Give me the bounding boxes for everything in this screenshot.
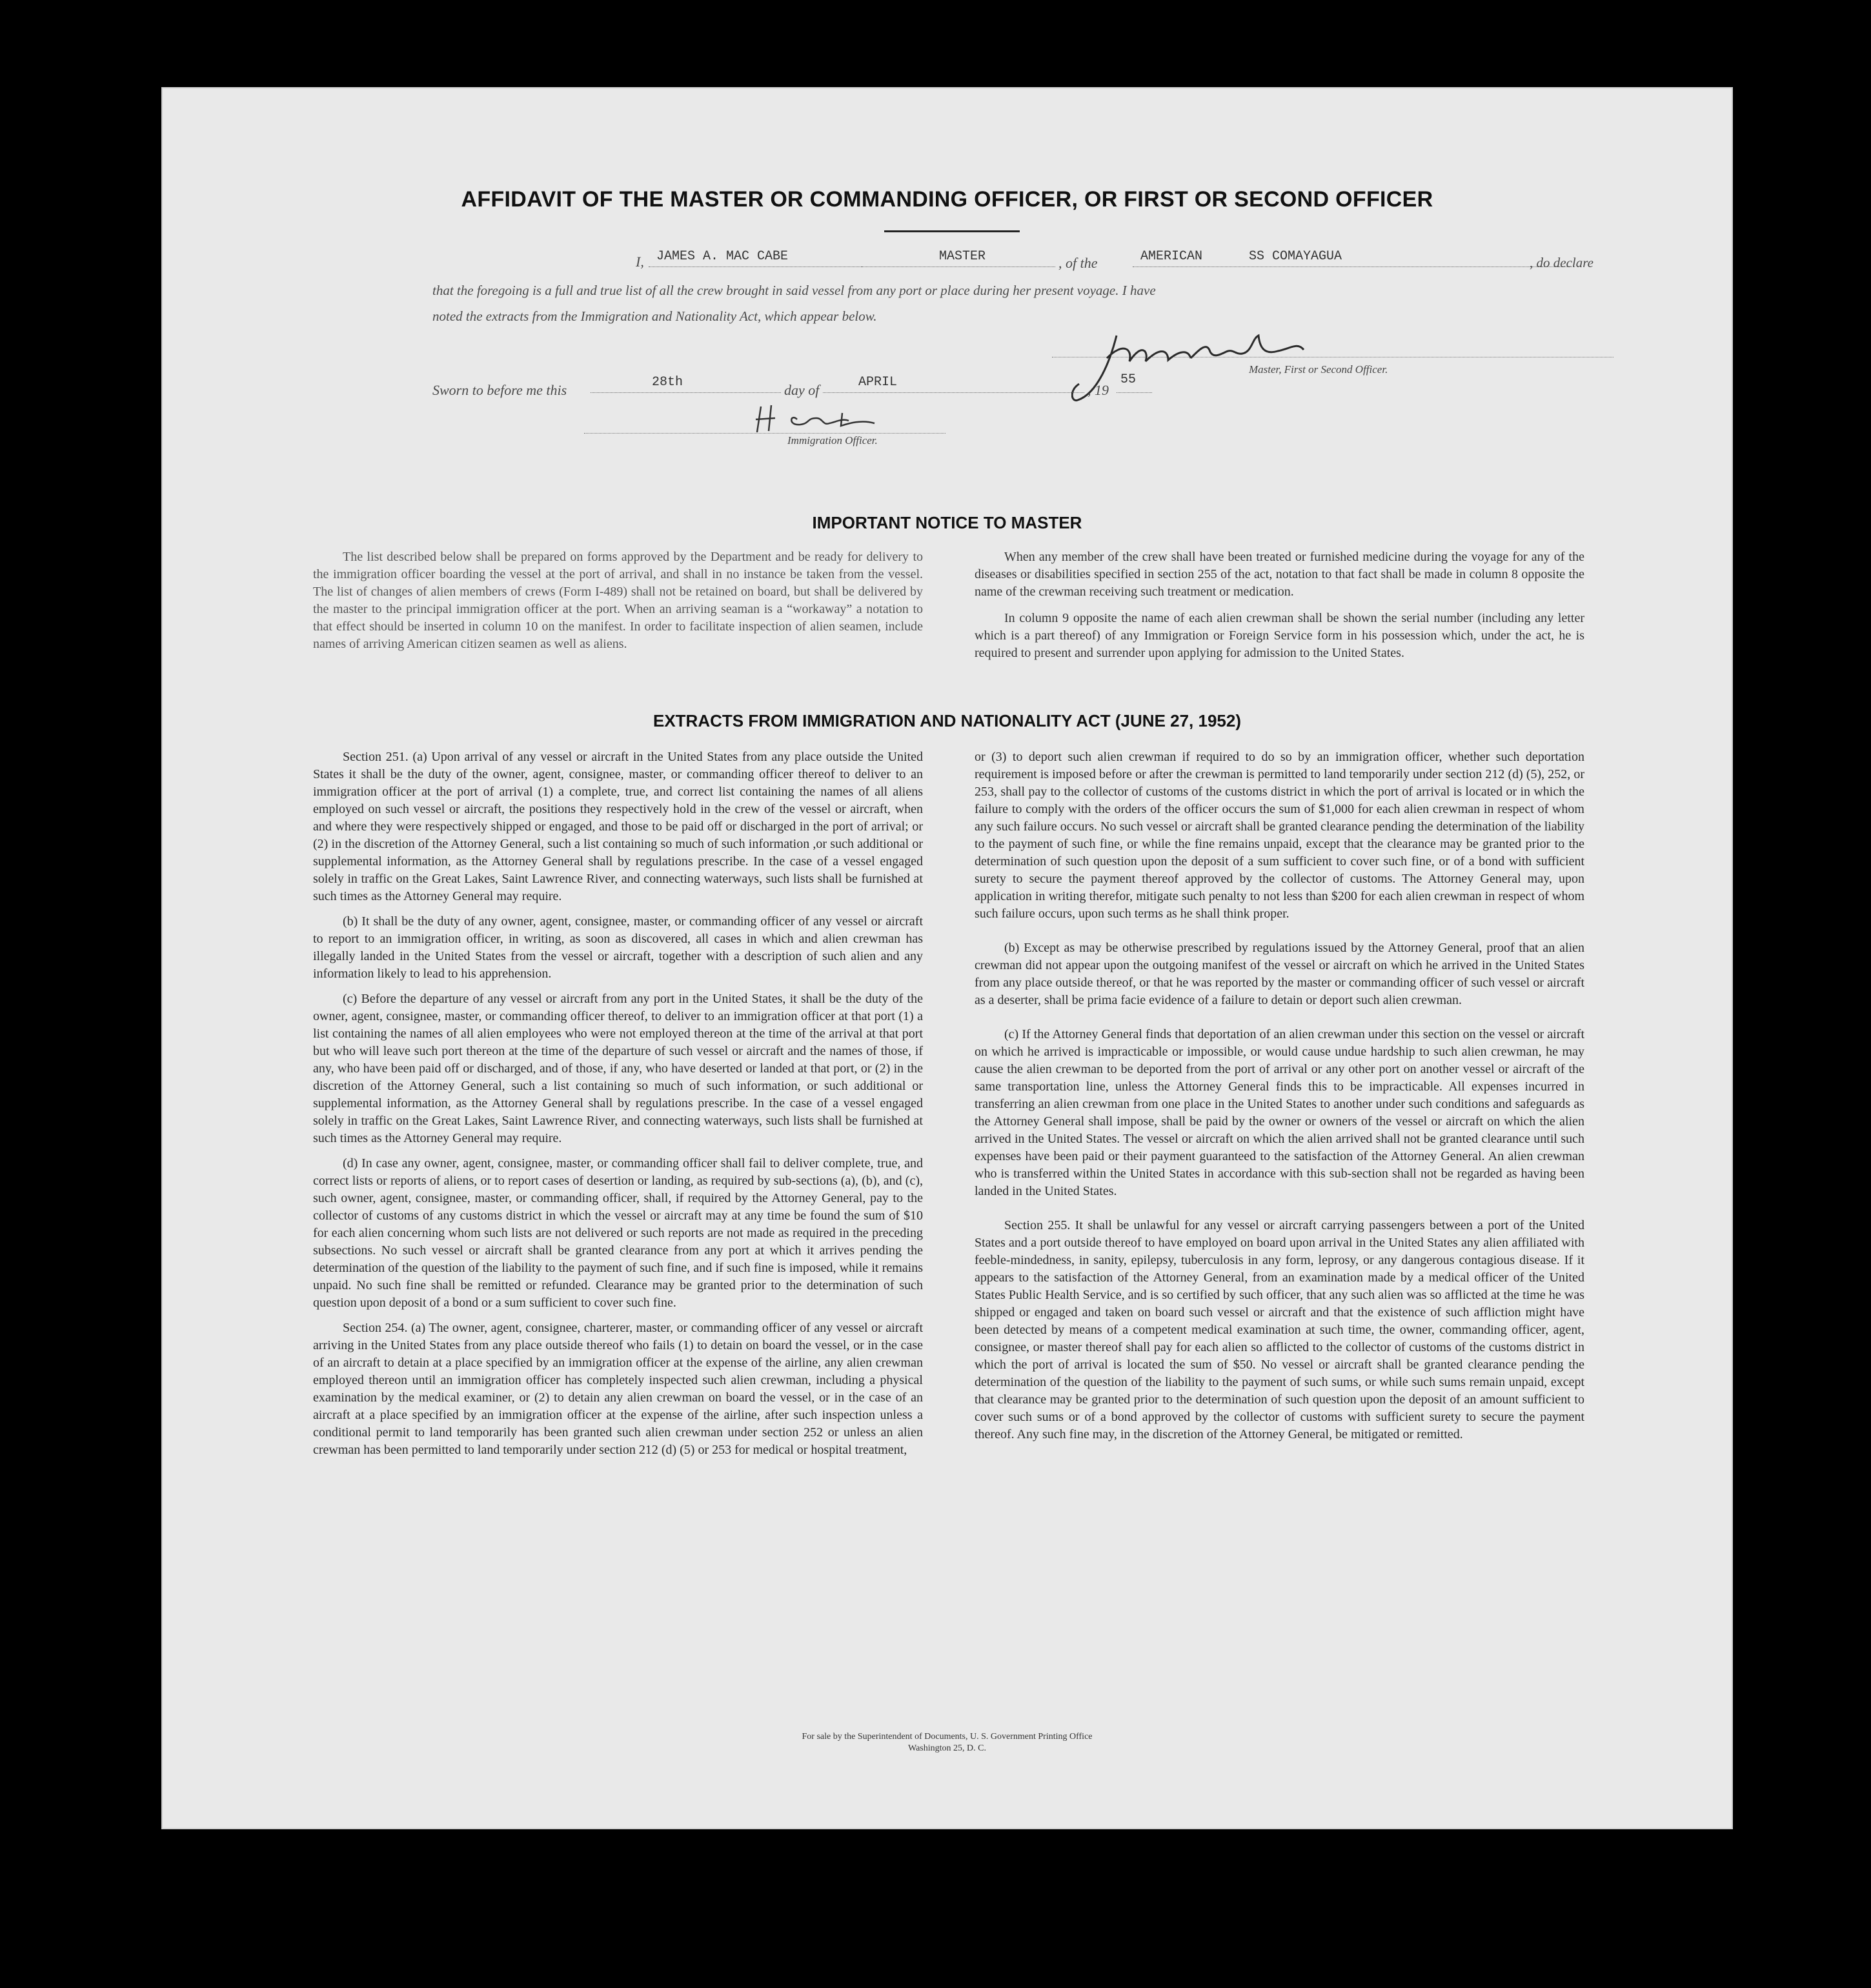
notice-heading: IMPORTANT NOTICE TO MASTER [812, 513, 1082, 532]
notice-right-text-2: In column 9 opposite the name of each alien crewman shall be shown the serial number (including any letter which is a part thereof) of any Immigration or Foreign Service form in his possession which, under the act, he is required to present and surrender upon applying for admission to the United States. [975, 611, 1584, 660]
declaration-line-3 [432, 302, 1617, 328]
section-255: Section 255. It shall be unlawful for any vessel or aircraft carrying passengers between a port of the United States and a port outside thereof to have employed on board upon arrival in the United States any alien affiliated with feeble-mindedness, in sanity, epilepsy, tuberculosis in any form, leprosy, or any dangerous contagious disease. If it appears to the satisfaction of the Attorney General, from an examination made by a medical officer of the United States Public Health Service, and is so certified by such officer, that any such alien was so afflicted at the time he was shipped or engaged and taken on board such vessel or aircraft and that the existence of such affliction might have been detected by means of a competent medical examination at such time, the owner, commanding officer, agent, consignee, or master thereof shall pay for each alien so afflicted to the collector of customs of the customs district in which the port of arrival is located the sum of $50. No vessel or aircraft shall be granted clearance pending the determination of the question of the liability to the payment of such sums, or while such sums remain unpaid, except that clearance may be granted prior to the determination of such question upon the deposit of an amount sufficient to cover such sums or of a bond approved by the collector of customs with sufficient surety to secure the payment thereof. Any such fine may, in the discretion of the Attorney General, be mitigated or remitted. [975, 1218, 1584, 1441]
section-254-a: Section 254. (a) The owner, agent, consignee, charterer, master, or commanding officer of any vessel or aircraft arriving in the United States from any place outside thereof who fails (1) to detain on board the vessel, or in the case of an aircraft to detain at a place specified by an immigration officer at the expense of the airline, any alien crewman employed thereon until an immigration officer has completely inspected such alien crewman, including a physical examination by the medical examiner, or (2) to detain any alien crewman on board the vessel, or in the case of an aircraft at a place specified by an immigration officer at the expense of the airline, after such inspection unless a conditional permit to land temporarily has been granted such alien crewman under section 252 or unless an alien crewman has been permitted to land temporarily under section 212 (d) (5) or 253 for medical or hospital treatment, [313, 1321, 923, 1457]
i-label: I, [636, 254, 644, 270]
sworn-line [432, 372, 1617, 400]
vessel-field [1133, 248, 1572, 267]
rank-field [862, 248, 1055, 267]
document-page [161, 87, 1733, 1829]
section-251-c: (c) Before the departure of any vessel or aircraft from any port in the United States, it shall be the duty of the owner, agent, consignee, master, or commanding officer thereof, to deliver to an immigration officer at that port (1) a list containing the names of all alien employees who were not employed thereon at the time of the arrival at that port but who will leave such port thereon at the time of the departure of such vessel or aircraft and the names of those, if any, who have been paid off or discharged, and of those, if any, who have deserted or landed at that port, or (2) in the discretion of the Attorney General, such a list containing so much of such information, or such additional or supplemental information, as the Attorney General shall by regulations prescribe. In the case of a vessel engaged solely in traffic on the Great Lakes, Saint Lawrence River, and connecting waterways, such lists shall be furnished at such times as the Attorney General may require. [313, 992, 923, 1145]
do-declare-label: , do declare [1530, 255, 1593, 270]
officer-caption: Immigration Officer. [787, 434, 878, 447]
extracts-heading: EXTRACTS FROM IMMIGRATION AND NATIONALITY ACT (JUNE 27, 1952) [652, 711, 1241, 730]
year-value: 55 [1120, 372, 1137, 387]
title-rule [884, 230, 1020, 232]
master-rank: MASTER [939, 249, 986, 264]
notice-right [975, 548, 1584, 670]
month-field [823, 374, 1084, 393]
footer-line-2: Washington 25, D. C. [908, 1743, 986, 1753]
master-name: JAMES A. MAC CABE [656, 249, 789, 264]
declaration-text-2: that the foregoing is a full and true list of all the crew brought in said vessel from any port or place during her present voyage. I have [432, 283, 1156, 298]
section-254-a-cont: or (3) to deport such alien crewman if required to do so by an immigration officer, whether such deportation requirement is imposed before or after the crewman is permitted to land temporarily under section 212 (d) (5), 252, or 253, shall pay to the collector of customs of the customs district in which the port of arrival is located or in which the failure to comply with the orders of the officer occurs the sum of $1,000 for each alien crewman in respect of whom any such failure occurs. No such vessel or aircraft shall be granted clearance pending the determination of the liability to the payment of such fine, or while the fine remains unpaid, except that the clearance may be granted prior to the determination of such question upon the deposit of a sum sufficient to cover such fine, or of a bond with sufficient surety to secure the payment thereof approved by the collector of customs. The Attorney General may, upon application in writing therefor, mitigate such penalty to not less than $200 for each alien crewman in respect of whom such failure occurs, upon such terms as he shall think proper. [975, 750, 1584, 921]
notice-right-text-1: When any member of the crew shall have been treated or furnished medicine during the voyage for any of the diseases or disabilities specified in section 255 of the act, notation to that fact shall be made in column 8 opposite the name of the crewman receiving such treatment or medication. [975, 550, 1584, 599]
document-title: AFFIDAVIT OF THE MASTER OR COMMANDING OFFICER, OR FIRST OR SECOND OFFICER [461, 187, 1433, 212]
notice-left [313, 548, 923, 661]
notice-left-text: The list described below shall be prepared on forms approved by the Department and be ready for delivery to the immigration officer boarding the vessel at the port of arrival, and shall in no instance be taken from the vessel. The list of changes of alien members of crews (Form I-489) shall not be retained on board, but shall be delivered by the master to the principal immigration officer at the port. When an arriving seaman is a “workaway” a notation to that effect should be inserted in column 10 on the manifest. In order to facilitate inspection of alien seamen, include names of arriving American citizen seamen as well as aliens. [313, 550, 923, 651]
footer-line-1: For sale by the Superintendent of Documents, U. S. Government Printing Office [802, 1732, 1093, 1742]
year-field [1117, 374, 1152, 393]
declaration-line-1 [442, 248, 1617, 274]
month-value: APRIL [858, 375, 898, 390]
day-value: 28th [652, 375, 683, 390]
extracts-right-column [975, 748, 1584, 1451]
officer-signature [752, 400, 900, 439]
of-the-label: , of the [1058, 255, 1098, 271]
master-caption: Master, First or Second Officer. [1249, 363, 1388, 376]
section-251-d: (d) In case any owner, agent, consignee, master, or commanding officer shall fail to deliver complete, true, and correct lists or reports of aliens, or to report cases of desertion or landing, as required by sub-sections (a), (b), and (c), such owner, agent, consignee, master, or commanding officer, shall, if required by the Attorney General, pay to the collector of customs of any customs district in which the vessel or aircraft may at any time be found the sum of $10 for each alien concerning whom such lists are not delivered or such reports are not made as required in the preceding subsections. No such vessel or aircraft shall be granted clearance from any port at which it arrives pending the determination of the question of the liability to the payment of such fine, and if such fine is imposed, while it remains unpaid. No such fine shall be remitted or refunded. Clearance may be granted prior to the determination of such question upon deposit of a bond or a sum sufficient to cover such fine. [313, 1156, 923, 1310]
declaration-line-2 [432, 276, 1617, 302]
extracts-left-column [313, 748, 923, 1467]
vessel-name: SS COMAYAGUA [1249, 249, 1342, 264]
section-251-a: Section 251. (a) Upon arrival of any vessel or aircraft in the United States from any place outside the United States it shall be the duty of the owner, agent, consignee, master, or commanding officer thereof to deliver to an immigration officer at the port of arrival (1) a complete, true, and correct list containing the names of all aliens employed on such vessel or aircraft, the positions they respectively hold in the crew of the vessel or aircraft, when and where they were respectively shipped or engaged, and those to be paid off or discharged in the port of arrival; or (2) in the discretion of the Attorney General, such a list containing so much of such information ,or such additional or supplemental information, as the Attorney General shall by regulations prescribe. In the case of a vessel engaged solely in traffic on the Great Lakes, Saint Lawrence River, and connecting waterways, such lists shall be furnished at such times as the Attorney General may require. [313, 750, 923, 903]
printing-footer [161, 1731, 1733, 1754]
day-of-label: day of [784, 382, 820, 398]
section-254-c: (c) If the Attorney General finds that deportation of an alien crewman under this section on the vessel or aircraft on which he arrived is impracticable or impossible, or would cause undue hardship to such alien crewman, he may cause the alien crewman to be deported from the port of arrival or any other port on another vessel or aircraft of the same transportation line, unless the Attorney General finds this to be impracticable. All expenses incurred in transferring an alien crewman from one place in the United States to another under such conditions and safeguards as the Attorney General shall impose, shall be paid by the owner or owners of the vessel or aircraft on which the alien arrived in the United States. The vessel or aircraft on which the alien arrived shall not be granted clearance until such expenses have been paid or their payment guaranteed to the satisfaction of the Attorney General. An alien crewman who is transferred within the United States in accordance with this sub-section shall not be regarded as having been landed in the United States. [975, 1027, 1584, 1198]
day-field [591, 374, 781, 393]
year-prefix: , 19 [1087, 382, 1109, 398]
section-251-b: (b) It shall be the duty of any owner, agent, consignee, master, or commanding officer of any vessel or aircraft to report to an immigration officer, in writing, as soon as discovered, all cases in which and alien crewman has illegally landed in the United States from the vessel or aircraft, together with a description of such alien and any information likely to lead to his apprehension. [313, 914, 923, 981]
name-field [649, 248, 862, 267]
sworn-label: Sworn to before me this [432, 382, 567, 398]
nationality-value: AMERICAN [1140, 249, 1203, 264]
declaration-text-3: noted the extracts from the Immigration and Nationality Act, which appear below. [432, 308, 877, 324]
section-254-b: (b) Except as may be otherwise prescribed by regulations issued by the Attorney General, proof that an alien crewman did not appear upon the outgoing manifest of the vessel or aircraft on which he arrived in the United States from any place outside thereof, or that he was reported by the master or commanding officer of such vessel or aircraft as a deserter, shall be prima facie evidence of a failure to detain or deport such alien crewman. [975, 941, 1584, 1007]
